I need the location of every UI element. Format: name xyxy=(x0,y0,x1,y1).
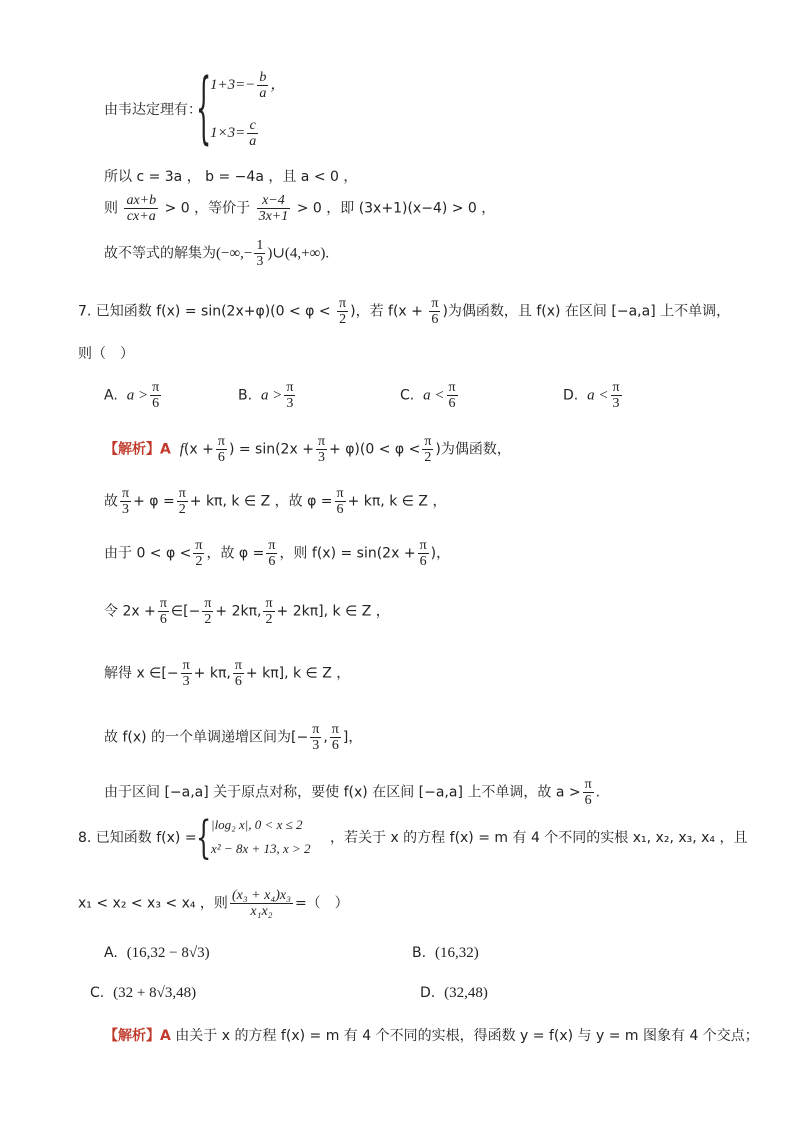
q7-stem-end: 则（ ） xyxy=(78,346,134,362)
q7-analysis-2: 故 $\frac{\pi}{3}$ + φ = $\frac{\pi}{2}$ + kπ, k ∈ Z ，故 φ = $\frac{\pi}{6}$ + kπ, k ∈ Z ， xyxy=(104,486,447,517)
system-brace: { xyxy=(196,64,212,155)
then-line: 则 $\frac{ax+b}{cx+a}$ > 0 ，等价于 $\frac{x-4}{3x+1}$ > 0 ，即 (3x+1)(x−4) > 0 ， xyxy=(104,193,496,224)
vieta-eq2: 1×3= $\frac{c}{a}$ xyxy=(210,118,257,149)
q7-analysis-6: 故 f(x) 的一个单调递增区间为[− $\frac{\pi}{3}$ , $\frac{\pi}{6}$ ]， xyxy=(104,722,363,753)
answer-letter: A xyxy=(160,441,171,458)
q8-case-1: |log₂ x|, 0 < x ≤ 2 xyxy=(211,817,303,832)
q8-option-c: C. (32 + 8√3,48) xyxy=(90,985,197,1001)
q7-stem: 7. 已知函数 f(x) = sin(2x+φ)(0 < φ < $\frac{\pi}{2}$ )，若 f(x + $\frac{\pi}{6}$ )为偶函数，且 f(x) 在区间 [−a,a] 上不单调， xyxy=(78,296,731,327)
q8-analysis: 【解析】A 由关于 x 的方程 f(x) = m 有 4 个不同的实根，得函数 y = f(x) 与 y = m 图象有 4 个交点； xyxy=(104,1028,759,1044)
analysis-tag: 【解析】 xyxy=(104,1028,160,1044)
analysis-tag: 【解析】 xyxy=(104,441,160,458)
q8-stem-a: 8. 已知函数 f(x) = xyxy=(78,830,197,846)
q8-option-d: D. (32,48) xyxy=(420,985,488,1001)
q7-analysis-1: 【解析】A f(x + $\frac{\pi}{6}$ ) = sin(2x + $\frac{\pi}{3}$ + φ)(0 < φ < $\frac{\pi}{2}$ )为偶函数， xyxy=(104,434,511,465)
so-line: 所以 c = 3a ， b = −4a ，且 a < 0 ， xyxy=(104,169,358,185)
q7-option-c: C. a < $\frac{\pi}{6}$ xyxy=(400,380,456,411)
q8-stem-b: ，若关于 x 的方程 f(x) = m 有 4 个不同的实根 x₁, x₂, x₃, x₄ ，且 xyxy=(330,830,748,846)
q7-analysis-7: 由于区间 [−a,a] 关于原点对称，要使 f(x) 在区间 [−a,a] 上不单调，故 a > $\frac{\pi}{6}$ . xyxy=(104,777,601,808)
q7-option-d: D. a < $\frac{\pi}{3}$ xyxy=(563,380,620,411)
q8-option-a: A. (16,32 − 8√3) xyxy=(104,945,210,961)
solution-line: 故不等式的解集为(−∞,− $\frac{1}{3}$ )∪(4,+∞). xyxy=(104,238,330,269)
piecewise-brace: { xyxy=(196,812,212,865)
q8-case-2: x² − 8x + 13, x > 2 xyxy=(211,841,311,856)
q7-option-b: B. a > $\frac{\pi}{3}$ xyxy=(238,380,294,411)
q8-option-b: B. (16,32) xyxy=(412,945,479,961)
q8-stem-c: x₁ < x₂ < x₃ < x₄ ，则 $\frac{\text{(x₃ + x₄)x₃}}{\text{x₁x₂}}$ =（ ） xyxy=(78,888,349,919)
q7-option-a: A. a > $\frac{\pi}{6}$ xyxy=(104,380,160,411)
q7-analysis-5: 解得 x ∈[− $\frac{\pi}{3}$ + kπ, $\frac{\pi}{6}$ + kπ], k ∈ Z ， xyxy=(104,658,351,689)
vieta-eq1: 1+3=− $\frac{b}{a}$ ， xyxy=(210,70,286,101)
answer-letter: A xyxy=(160,1028,171,1044)
q7-analysis-4: 令 2x + $\frac{\pi}{6}$ ∈[− $\frac{\pi}{2}$ + 2kπ, $\frac{\pi}{2}$ + 2kπ], k ∈ Z ， xyxy=(104,596,390,627)
q7-analysis-3: 由于 0 < φ < $\frac{\pi}{2}$ ，故 φ = $\frac{\pi}{6}$ ，则 f(x) = sin(2x + $\frac{\pi}{6}$ )， xyxy=(104,538,451,569)
vieta-label: 由韦达定理有： xyxy=(104,102,202,118)
